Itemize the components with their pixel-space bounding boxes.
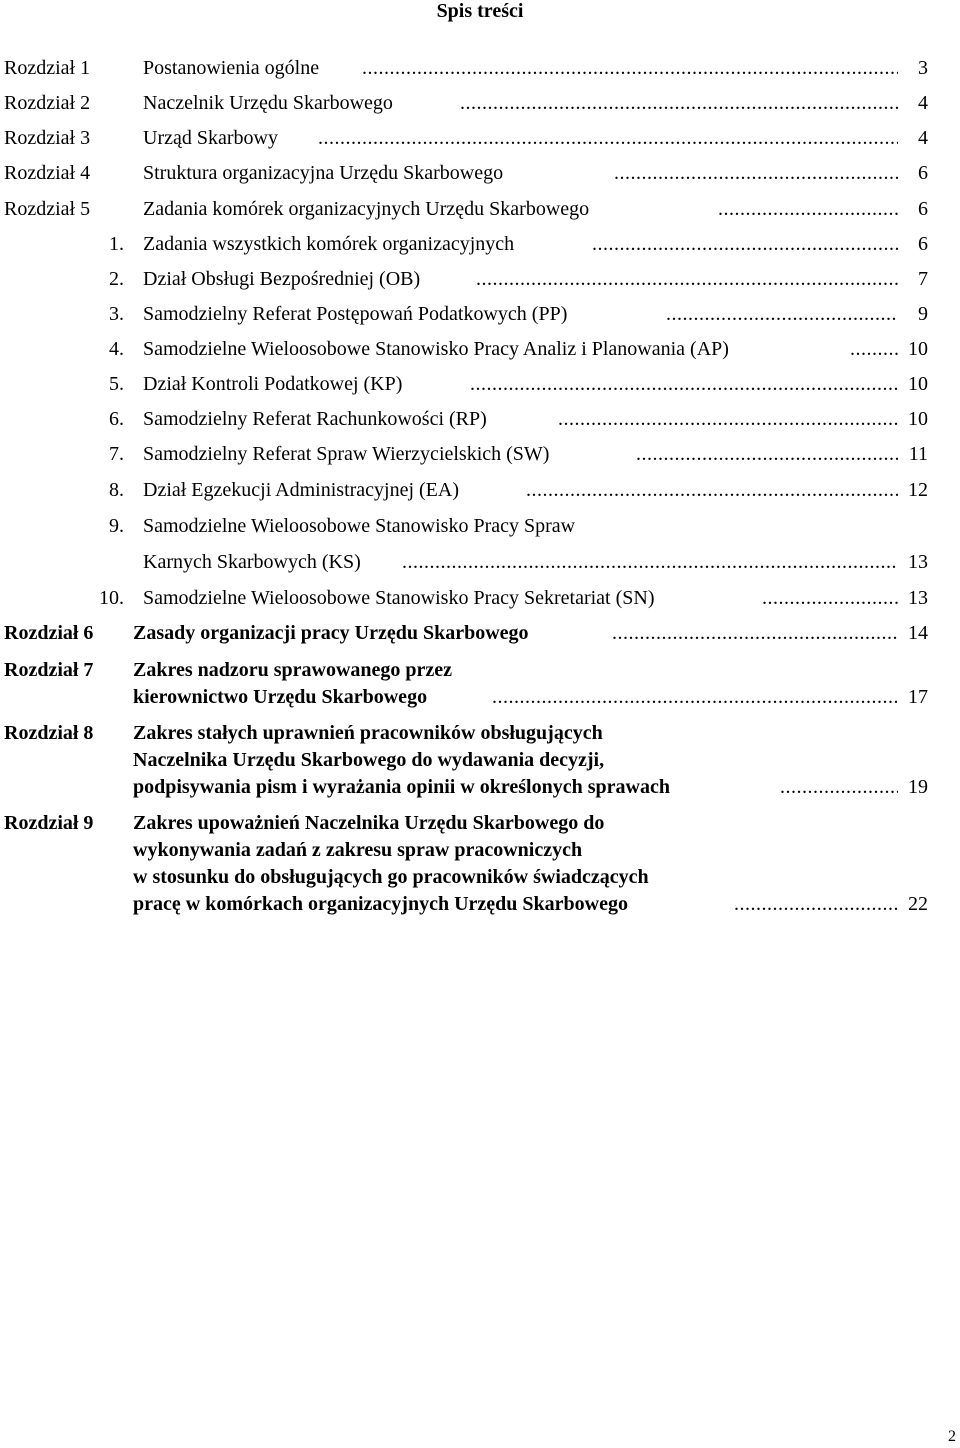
section-title: Zadania wszystkich komórek organizacyjnych xyxy=(143,233,515,255)
leader-dots xyxy=(476,265,898,293)
section-title: Dział Obsługi Bezpośredniej (OB) xyxy=(143,268,421,290)
section-number: 8. xyxy=(109,479,124,501)
chapter-number: Rozdział 9 xyxy=(4,812,94,834)
toc-entry-section-6[interactable] xyxy=(0,405,960,433)
toc-entry-chapter-9[interactable] xyxy=(0,809,960,837)
page-ref: 10 xyxy=(908,373,928,395)
leader-dots xyxy=(526,476,898,504)
toc-entry-chapter-9-cont-1[interactable] xyxy=(0,836,960,864)
chapter-number: Rozdział 1 xyxy=(4,57,91,79)
section-title: Dział Kontroli Podatkowej (KP) xyxy=(143,373,403,395)
toc-entry-chapter-7-cont[interactable] xyxy=(0,683,960,711)
page-ref: 17 xyxy=(908,686,928,708)
page-ref: 13 xyxy=(908,551,928,573)
chapter-title-line-1: Zakres upoważnień Naczelnika Urzędu Skarbowego do xyxy=(133,812,605,834)
section-number: 5. xyxy=(109,373,124,395)
page-ref: 10 xyxy=(908,408,928,430)
leader-dots xyxy=(492,683,898,711)
toc-entry-section-2[interactable] xyxy=(0,265,960,293)
leader-dots xyxy=(318,124,898,152)
toc-entry-section-3[interactable] xyxy=(0,300,960,328)
leader-dots xyxy=(762,584,898,612)
chapter-title-line-3: w stosunku do obsługujących go pracowników świadczących xyxy=(133,866,649,888)
page-title: Spis treści xyxy=(436,0,524,22)
toc-entry-section-1[interactable] xyxy=(0,230,960,258)
toc-entry-chapter-6[interactable] xyxy=(0,619,960,647)
section-number: 6. xyxy=(109,408,124,430)
toc-entry-chapter-2[interactable] xyxy=(0,89,960,117)
toc-entry-section-7[interactable] xyxy=(0,440,960,468)
toc-entry-section-8[interactable] xyxy=(0,476,960,504)
leader-dots xyxy=(558,405,898,433)
chapter-number: Rozdział 3 xyxy=(4,127,91,149)
chapter-title-line-2: Naczelnika Urzędu Skarbowego do wydawania decyzji, xyxy=(133,749,605,771)
toc-entry-section-10[interactable] xyxy=(0,584,960,612)
page-ref: 6 xyxy=(918,233,928,255)
toc-entry-chapter-7[interactable] xyxy=(0,656,960,684)
chapter-number: Rozdział 6 xyxy=(4,622,94,644)
section-number: 1. xyxy=(109,233,124,255)
leader-dots xyxy=(362,54,898,82)
page-ref: 6 xyxy=(918,162,928,184)
toc-entry-section-9-cont[interactable] xyxy=(0,548,960,576)
page-ref: 10 xyxy=(908,338,928,360)
page-ref: 3 xyxy=(918,57,928,79)
page-ref: 11 xyxy=(908,443,928,465)
page-ref: 14 xyxy=(908,622,928,644)
page-ref: 4 xyxy=(918,127,928,149)
toc-entry-chapter-8-cont-2[interactable] xyxy=(0,773,960,801)
chapter-title: Zadania komórek organizacyjnych Urzędu Skarbowego xyxy=(143,198,590,220)
chapter-number: Rozdział 5 xyxy=(4,198,91,220)
toc-entry-chapter-5[interactable] xyxy=(0,195,960,223)
chapter-title: Zasady organizacji pracy Urzędu Skarbowego xyxy=(133,622,529,644)
section-number: 4. xyxy=(109,338,124,360)
section-number: 10. xyxy=(99,587,124,609)
section-title: Samodzielne Wieloosobowe Stanowisko Pracy Sekretariat (SN) xyxy=(143,587,655,609)
page-ref: 13 xyxy=(908,587,928,609)
leader-dots xyxy=(592,230,898,258)
chapter-title-line-2: kierownictwo Urzędu Skarbowego xyxy=(133,686,428,708)
page-ref: 22 xyxy=(908,893,928,915)
leader-dots xyxy=(718,195,898,223)
section-number: 7. xyxy=(109,443,124,465)
leader-dots xyxy=(850,335,898,363)
chapter-number: Rozdział 4 xyxy=(4,162,91,184)
leader-dots xyxy=(470,370,898,398)
leader-dots xyxy=(460,89,898,117)
section-number: 3. xyxy=(109,303,124,325)
toc-entry-section-4[interactable] xyxy=(0,335,960,363)
chapter-title-line-3: podpisywania pism i wyrażania opinii w określonych sprawach xyxy=(133,776,670,798)
leader-dots xyxy=(780,773,898,801)
chapter-title: Naczelnik Urzędu Skarbowego xyxy=(143,92,393,114)
section-title: Samodzielny Referat Rachunkowości (RP) xyxy=(143,408,487,430)
chapter-title-line-4: pracę w komórkach organizacyjnych Urzędu Skarbowego xyxy=(133,893,628,915)
chapter-number: Rozdział 7 xyxy=(4,659,94,681)
toc-entry-chapter-9-cont-2[interactable] xyxy=(0,863,960,891)
chapter-number: Rozdział 2 xyxy=(4,92,91,114)
page-ref: 4 xyxy=(918,92,928,114)
toc-entry-chapter-3[interactable] xyxy=(0,124,960,152)
toc-entry-chapter-4[interactable] xyxy=(0,159,960,187)
page-ref: 9 xyxy=(918,303,928,325)
leader-dots xyxy=(734,890,898,918)
leader-dots xyxy=(402,548,898,576)
section-number: 9. xyxy=(109,515,124,537)
section-title: Samodzielny Referat Spraw Wierzycielskich (SW) xyxy=(143,443,550,465)
leader-dots xyxy=(614,159,898,187)
toc-entry-chapter-1[interactable] xyxy=(0,54,960,82)
chapter-title: Postanowienia ogólne xyxy=(143,57,320,79)
leader-dots xyxy=(666,300,898,328)
chapter-number: Rozdział 8 xyxy=(4,722,94,744)
section-number: 2. xyxy=(109,268,124,290)
page-ref: 6 xyxy=(918,198,928,220)
chapter-title: Urząd Skarbowy xyxy=(143,127,278,149)
chapter-title-line-1: Zakres nadzoru sprawowanego przez xyxy=(133,659,453,681)
toc-entry-chapter-8[interactable] xyxy=(0,719,960,747)
section-title: Dział Egzekucji Administracyjnej (EA) xyxy=(143,479,460,501)
page-number: 2 xyxy=(948,1428,956,1445)
toc-entry-chapter-8-cont-1[interactable] xyxy=(0,746,960,774)
section-title-line-1: Samodzielne Wieloosobowe Stanowisko Pracy Spraw xyxy=(143,515,576,537)
chapter-title-line-1: Zakres stałych uprawnień pracowników obsługujących xyxy=(133,722,603,744)
toc-entry-section-5[interactable] xyxy=(0,370,960,398)
section-title-line-2: Karnych Skarbowych (KS) xyxy=(143,551,361,573)
section-title: Samodzielny Referat Postępowań Podatkowych (PP) xyxy=(143,303,568,325)
leader-dots xyxy=(612,619,898,647)
page-ref: 12 xyxy=(908,479,928,501)
leader-dots xyxy=(636,440,898,468)
toc-entry-chapter-9-cont-3[interactable] xyxy=(0,890,960,918)
page-ref: 7 xyxy=(918,268,928,290)
chapter-title-line-2: wykonywania zadań z zakresu spraw pracowniczych xyxy=(133,839,583,861)
section-title: Samodzielne Wieloosobowe Stanowisko Pracy Analiz i Planowania (AP) xyxy=(143,338,729,360)
toc-entry-section-9[interactable] xyxy=(0,512,960,540)
page-ref: 19 xyxy=(908,776,928,798)
chapter-title: Struktura organizacyjna Urzędu Skarbowego xyxy=(143,162,504,184)
